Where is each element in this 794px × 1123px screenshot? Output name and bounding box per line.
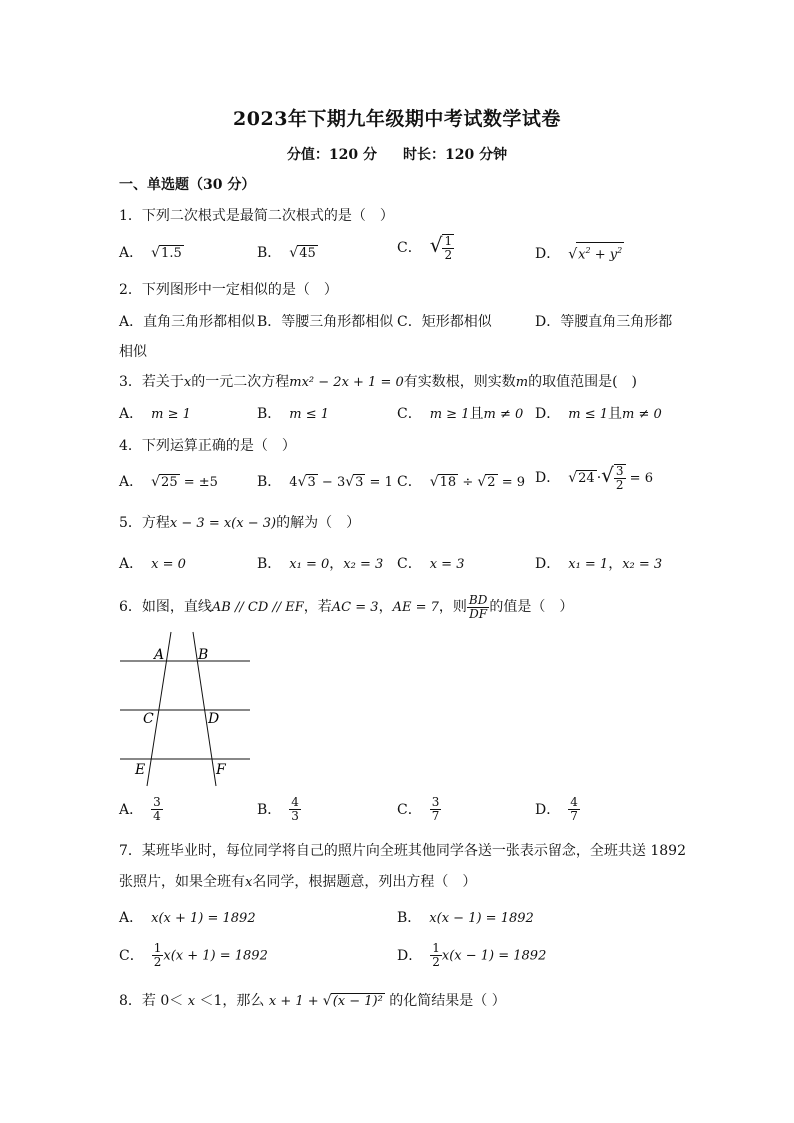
question-4: 4．下列运算正确的是（ ）: [119, 438, 296, 454]
q2-option-b: B．等腰三角形都相似: [257, 314, 394, 330]
q4-option-c: C． √18 ÷ √2 = 9: [397, 474, 525, 490]
label-b: B: [198, 647, 209, 663]
label-d: D: [208, 711, 220, 727]
score-info: 分值：120 分: [286, 147, 377, 163]
q6-option-b: B． $\frac{4}{3}$: [257, 795, 299, 823]
q7-option-a: A． x(x + 1) = 1892: [119, 910, 256, 926]
q6-option-c: C． $\frac{3}{7}$: [397, 795, 440, 823]
q3-option-d: D． m ≤ 1且m ≠ 0: [535, 406, 662, 422]
exam-title: 2023年下期九年级期中考试数学试卷: [233, 108, 561, 130]
q7-option-d: D． $\frac{1}{2}$ x(x − 1) = 1892: [397, 941, 547, 969]
section-heading: 一、单选题（30 分）: [119, 177, 256, 193]
q3-option-b: B． m ≤ 1: [257, 406, 330, 422]
label-e: E: [135, 762, 146, 778]
question-8: 8．若 0＜ x ＜1，那么 x + 1 + √(x − 1)² 的化简结果是（ ）: [119, 993, 506, 1009]
q7-option-b: B． x(x − 1) = 1892: [397, 910, 534, 926]
q5-option-b: B． x₁ = 0，x₂ = 3: [257, 556, 384, 572]
q6-option-d: D． $\frac{4}{7}$: [535, 795, 578, 823]
question-6: 6．如图，直线AB // CD // EF，若AC = 3，AE = 7，则 $\frac{BD}{DF}$ 的值是（ ）: [119, 592, 574, 621]
question-3: 3．若关于x的一元二次方程mx² − 2x + 1 = 0有实数根，则实数m的取值范围是( ): [119, 374, 638, 390]
exam-subtitle: [0, 144, 794, 164]
q1-option-c: C． √ $\frac{1}{2}$: [397, 233, 453, 262]
parallel-lines-figure: [110, 628, 260, 793]
question-2: 2．下列图形中一定相似的是（ ）: [119, 282, 338, 298]
q1-option-d: D． $√x^2 + y^2$: [535, 242, 624, 265]
q1-option-a: A． √1.5: [119, 245, 182, 261]
question-5: 5．方程x − 3 = x(x − 3)的解为（ ）: [119, 515, 361, 531]
q2-option-d-cont: 相似: [119, 344, 147, 360]
q3-option-a: A． m ≥ 1: [119, 406, 191, 422]
q4-option-a: A． √25 = ±5: [119, 474, 218, 490]
q5-option-c: C． x = 3: [397, 556, 465, 572]
q3-option-c: C． m ≥ 1且m ≠ 0: [397, 406, 524, 422]
q4-option-b: B． 4√3 − 3√3 = 1: [257, 474, 393, 490]
label-f: F: [216, 762, 226, 778]
q5-option-d: D． x₁ = 1，x₂ = 3: [535, 556, 663, 572]
label-c: C: [143, 711, 154, 727]
question-7-line-2: 张照片，如果全班有x名同学，根据题意，列出方程（ ）: [119, 874, 477, 890]
question-1: 1．下列二次根式是最简二次根式的是（ ）: [119, 208, 394, 224]
question-7-line-1: 7．某班毕业时，每位同学将自己的照片向全班其他同学各送一张表示留念，全班共送 1892: [119, 843, 686, 859]
q2-option-a: A．直角三角形都相似: [119, 314, 256, 330]
bd-over-df: $\frac{BD}{DF}$: [468, 592, 488, 621]
label-a: A: [154, 647, 165, 663]
q7-option-c: C． $\frac{1}{2}$ x(x + 1) = 1892: [119, 941, 268, 969]
q6-option-a: A． $\frac{3}{4}$: [119, 795, 161, 823]
q4-option-d: D． √24 ·√ $\frac{3}{2}$ = 6: [535, 463, 653, 492]
q2-option-d: D．等腰直角三角形都: [535, 314, 673, 330]
time-info: 时长：120 分钟: [403, 147, 508, 163]
q5-option-a: A． x = 0: [119, 556, 186, 572]
q2-option-c: C．矩形都相似: [397, 314, 492, 330]
q1-option-b: B． √45: [257, 245, 316, 261]
